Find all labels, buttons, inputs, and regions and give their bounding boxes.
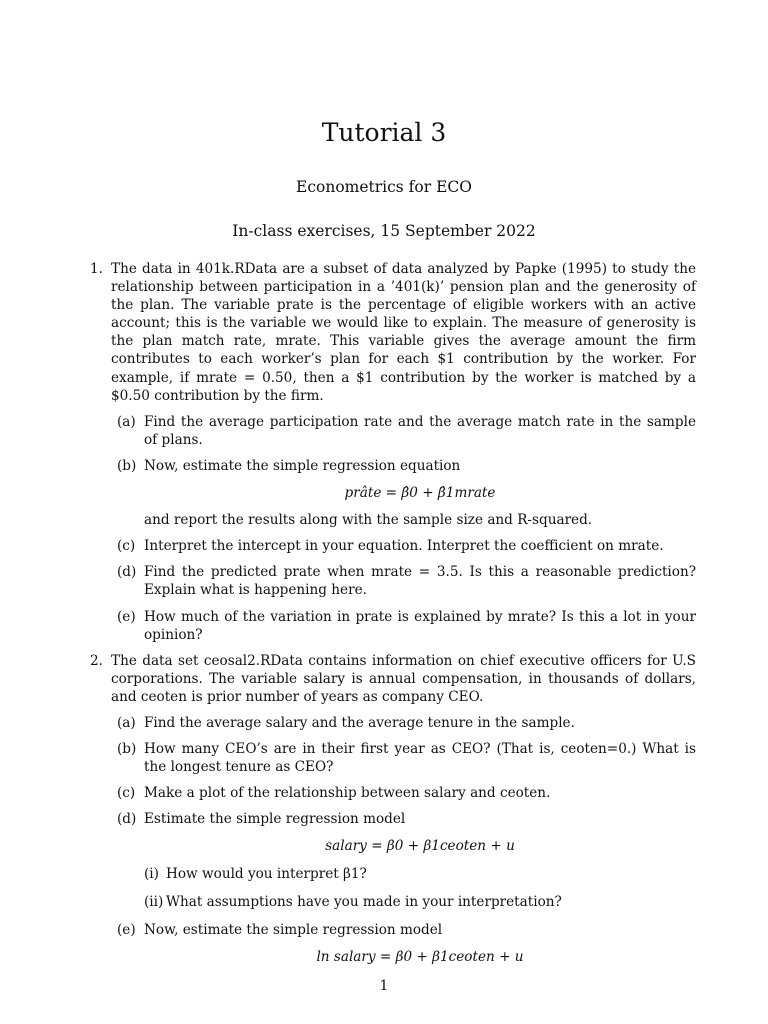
part-e [111, 608, 696, 644]
part-label: (c) [117, 785, 136, 802]
part-label: (a) [117, 413, 136, 430]
part-e [111, 921, 696, 966]
part-label: (e) [117, 608, 136, 625]
problem-number: 1. [90, 261, 103, 277]
part-c [111, 537, 696, 555]
page-title: Tutorial 3 [321, 118, 447, 147]
equation: ln salary = β0 + β1ceoten + u [316, 948, 524, 965]
part-d [111, 563, 696, 599]
subpart-i [144, 865, 696, 883]
problem-list [90, 260, 696, 975]
part-label: (b) [117, 457, 137, 474]
problem-number: 2. [90, 652, 103, 669]
page-number: 1 [379, 978, 389, 994]
problem-text: The data in 401k.RData are a subset of data analyzed by Papke (1995) to study the relationship between participation in a ’401(k)’ pension plan and the generosity of the plan. The variable prate is the percentage of eligible workers with an active account; this is the variable we would like to explain. The measure of generosity is the plan match rate, mrate. This variable gives the average amount the firm contributes to each worker’s plan for each $1 contribution by the worker. For example, if mrate = 0.50, then a $1 contribution by the worker is matched by a $0.50 contribution by the firm. [111, 261, 696, 404]
problem-2 [90, 652, 696, 966]
part-label: (c) [117, 538, 136, 555]
part-text: Estimate the simple regression model [144, 811, 406, 828]
subpart-text: How would you interpret β1? [166, 865, 367, 882]
part-text: Find the average participation rate and the average match rate in the sample of plans. [144, 413, 696, 448]
part-label: (b) [117, 741, 137, 758]
part-b [111, 457, 696, 529]
part-label: (e) [117, 921, 136, 938]
part-text: How many CEO’s are in their first year as CEO? (That is, ceoten=0.) What is the longest tenure as CEO? [144, 741, 696, 776]
subpart-text: What assumptions have you made in your interpretation? [166, 893, 562, 910]
problem-text: The data set ceosal2.RData contains information on chief executive officers for U.S corporations. The variable salary is annual compensation, in thousands of dollars, and ceoten is prior number of years as company CEO. [111, 652, 696, 705]
date-line: In-class exercises, 15 September 2022 [232, 222, 536, 240]
problem-parts [111, 413, 696, 644]
equation: salary = β0 + β1ceoten + u [325, 838, 515, 855]
part-text: Find the predicted prate when mrate = 3.5. Is this a reasonable prediction? Explain what is happening here. [144, 564, 696, 599]
part-a [111, 413, 696, 449]
problem-1 [90, 260, 696, 644]
part-text: Interpret the intercept in your equation. Interpret the coefficient on mrate. [144, 538, 664, 555]
part-b [111, 740, 696, 776]
part-followup: and report the results along with the sample size and R-squared. [144, 512, 593, 529]
part-a [111, 714, 696, 732]
part-label: (d) [117, 564, 137, 581]
subpart-ii [144, 893, 696, 911]
equation: prâte = β̂0 + β̂1mrate [344, 485, 496, 502]
part-text: How much of the variation in prate is explained by mrate? Is this a lot in your opinion? [144, 608, 696, 643]
part-d [111, 810, 696, 910]
part-c [111, 784, 696, 802]
subpart-label: (ii) [144, 893, 164, 910]
part-label: (a) [117, 714, 136, 731]
part-text: Now, estimate the simple regression equation [144, 457, 461, 474]
course-subtitle: Econometrics for ECO [296, 178, 472, 196]
problem-parts [111, 714, 696, 966]
part-label: (d) [117, 811, 137, 828]
part-text: Make a plot of the relationship between salary and ceoten. [144, 785, 551, 802]
subpart-label: (i) [144, 865, 159, 882]
part-text: Find the average salary and the average tenure in the sample. [144, 714, 575, 731]
part-text: Now, estimate the simple regression model [144, 921, 443, 938]
